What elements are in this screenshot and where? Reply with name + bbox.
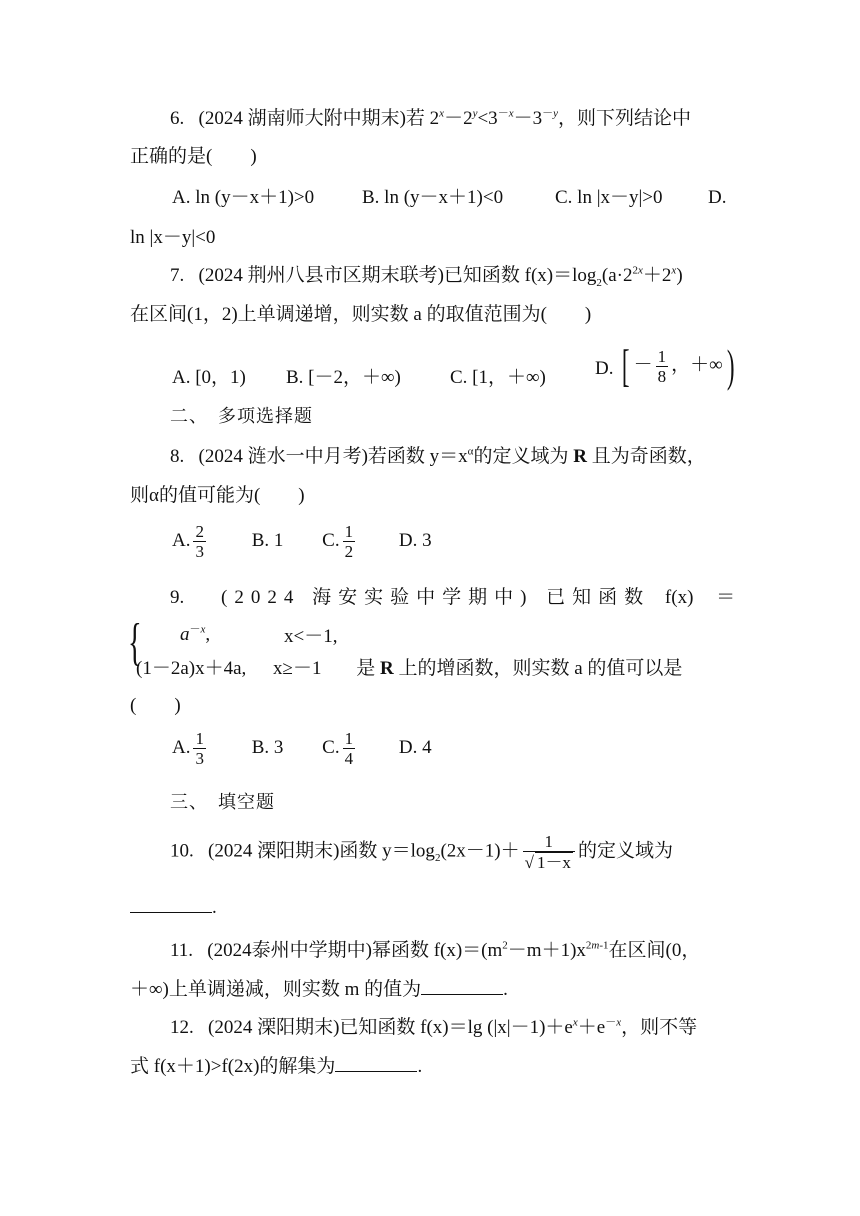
answer-blank[interactable] xyxy=(335,1070,417,1072)
question-source: (2024 荆州八县市区期末联考) xyxy=(198,265,444,286)
question-number: 10. xyxy=(170,840,194,862)
piecewise-brace: { xyxy=(128,614,142,671)
question-7-option-a: A. [0，1) xyxy=(172,367,246,388)
question-number: 6. xyxy=(170,108,185,129)
question-7-stem-cont: 在区间(1，2)上单调递增，则实数 a 的取值范围为( ) xyxy=(130,304,592,325)
question-source: (2024 湖南师大附中期末) xyxy=(198,108,406,129)
question-9-stem-cont: ( ) xyxy=(130,695,181,716)
fraction: $\frac{2}{3}$ xyxy=(195,522,204,561)
question-6-option-b: B. ln (y－x＋1)<0 xyxy=(362,187,504,208)
question-6-stem: 6. (2024 湖南师大附中期末)若 $2^x-2^y<3^{-x}-3^{-y}$，则下列结论中 xyxy=(170,107,691,129)
question-10-stem: 10. (2024 溧阳期末)函数 $y=\log_2(2x-1)+$ $\frac{1}{√ 1-x}$ 的定义域为 xyxy=(170,832,673,872)
question-6-option-d-label: D. xyxy=(708,187,727,208)
question-12-stem-cont: 式 f(x＋1)>f(2x)的解集为 . xyxy=(130,1056,423,1077)
question-6-option-c: C. ln |x－y|>0 xyxy=(555,187,663,208)
question-7-option-b: B. [－2，＋∞) xyxy=(286,367,401,388)
piecewise-case-2: (1－2a)x＋4a, x≥－1 是 R 上的增函数，则实数 a 的值可以是 xyxy=(136,658,683,679)
question-10-blank[interactable]: . xyxy=(130,897,217,920)
question-source: (2024 涟水一中月考) xyxy=(198,446,368,467)
question-9-stem: 9. (2024 海安实验中学期中) 已知函数 f(x) ＝ xyxy=(170,587,736,608)
question-8-stem-cont: 则α的值可能为( ) xyxy=(130,485,305,506)
answer-blank[interactable] xyxy=(421,993,503,995)
question-source: (2024 溧阳期末) xyxy=(208,840,340,862)
question-number: 12. xyxy=(170,1017,194,1038)
fraction: $\frac{1}{3}$ xyxy=(195,729,204,768)
question-9-options: A. $\frac{1}{3}$ B. 3 C. $\frac{1}{4}$ D. 4 xyxy=(172,729,432,768)
question-number: 7. xyxy=(170,265,185,286)
question-11-stem-cont: ＋∞)上单调递减，则实数 m 的值为 . xyxy=(130,979,508,1000)
fraction: $\frac{1}{8}$ xyxy=(657,346,667,386)
question-source: (2024 海安实验中学期中) xyxy=(221,587,534,608)
question-source: (2024泰州中学期中) xyxy=(207,940,372,961)
piecewise-case-1-expr: $a^{-x}$, xyxy=(180,623,211,645)
fraction: $\frac{1}{√ 1-x}$ xyxy=(523,832,575,872)
fraction: $\frac{1}{4}$ xyxy=(344,729,354,768)
question-6-option-d-text: ln |x－y|<0 xyxy=(130,227,216,248)
fraction: $\frac{1}{2}$ xyxy=(344,522,354,561)
question-number: 9. xyxy=(170,587,185,608)
question-6-stem-cont: 正确的是( ) xyxy=(130,146,257,167)
question-11-stem: 11. (2024泰州中学期中)幂函数 $f(x)=(m^2-m+1)x^{2m-1}$在区间(0， xyxy=(170,939,701,961)
question-7-option-d: D. [ － $\frac{1}{8}$ ，＋∞) xyxy=(595,340,735,391)
piecewise-case-1-cond: x<－1, xyxy=(284,626,338,647)
question-6-option-a: A. ln (y－x＋1)>0 xyxy=(172,187,315,208)
question-8-options: A. $\frac{2}{3}$ B. 1 C. $\frac{1}{2}$ D. 3 xyxy=(172,522,432,561)
question-7-option-c: C. [1，＋∞) xyxy=(450,367,546,388)
question-12-stem: 12. (2024 溧阳期末)已知函数 f(x)＝lg $(|x|-1)+e^x+e^{-x}$，则不等 xyxy=(170,1016,698,1038)
section-heading-multiple-choice: 二、 多项选择题 xyxy=(170,406,313,427)
section-heading-fill-blank: 三、 填空题 xyxy=(170,792,275,813)
question-source: (2024 溧阳期末) xyxy=(208,1017,340,1038)
question-number: 11. xyxy=(170,940,194,961)
answer-blank[interactable] xyxy=(130,911,212,913)
question-number: 8. xyxy=(170,446,185,467)
question-8-stem: 8. (2024 涟水一中月考)若函数 $y=x^\alpha$的定义域为 R 且为奇函数， xyxy=(170,445,706,467)
question-7-stem: 7. (2024 荆州八县市区期末联考)已知函数 $f(x)=\log_2(a\cdot 2^{2x}+2^x)$ xyxy=(170,264,683,289)
